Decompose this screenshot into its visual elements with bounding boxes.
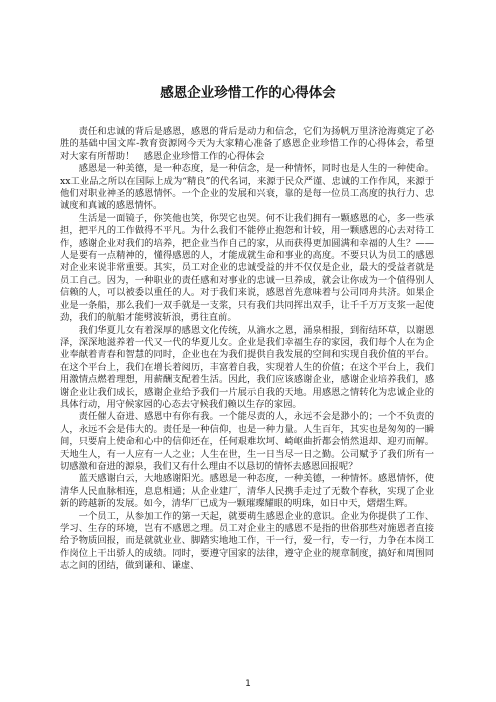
paragraph: 我们华夏儿女有着深厚的感恩文化传统，从滴水之恩，涌泉相报，到衔结环草，以谢恩泽，深深地滋养着一代又一代的华夏儿女。企业是我们幸福生存的家园，我们每个人在为企业奉献着青春和智慧的同时，企业也在为我们提供自我发展的空间和实现自我价值的平台。在这个平台上，我们在增长着阅历，丰富着自我，实现着人生的价值；在这个平台上，我们用激情点燃着理想，用薪酬支配着生活。因此，我们应该感谢企业，感谢企业培养我们，感谢企业让我们成长，感谢企业给予我们一片展示自我的天地。用感恩之情转化为忠诚企业的具体行动，用守候家园的心态去守候我们赖以生存的家园。 [60, 324, 434, 410]
document-body [60, 126, 434, 573]
document-title: 感恩企业珍惜工作的心得体会 [160, 85, 336, 101]
page-number: 1 [245, 679, 251, 689]
paragraph: 一个员工，从参加工作的第一天起，就要萌生感恩企业的意识。企业为你提供了工作、学习、生存的环境，岂有不感恩之理。员工对企业主的感恩不是指的世俗那些对施恩者直接给予物质回报，而是就就业业、脚踏实地地工作，干一行，爱一行，专一行，力争在本岗工作岗位上干出骄人的成绩。同时，要遵守国家的法律，遵守企业的规章制度，搞好和周围同志之间的团结，做到谦和、谦虚、 [60, 510, 434, 572]
paragraph: 责任催人奋进、感恩中有你有我。一个能尽责的人，永远不会是渺小的；一个不负责的人，永远不会是伟大的。责任是一种信仰，也是一种力量。人生百年，其实也是匆匆的一瞬间，只要肩上使命和心中的信仰还在，任何艰难坎坷、崎岖曲折都会悄然退却、迎刃而解。天地生人，有一人应有一人之业；人生在世，生一日当尽一日之勤。公司赋予了我们所有一切感激和奋进的源泉，我们又有什么理由不以恳切的情怀去感恩回报呢？ [60, 411, 434, 472]
paragraph: 蓝天感谢白云，大地感谢阳光。感恩是一种态度，一种美德，一种情怀。感恩情怀，使清华人民血脉相连，息息相通；从企业建厂，清华人民携手走过了无数个春秋，实现了企业新的跨越新的发展。如今，清华厂已成为一颗璀璨耀眼的明珠，如日中天，熠熠生辉。 [60, 473, 434, 510]
paragraph: 感恩是一种美德，是一种态度，是一种信念，是一种情怀，同时也是人生的一种使命。xx工业品之所以在国际上成为“精良”的代名词，来源于民众严谨、忠诚的工作作风，来源于他们对职业神圣的感恩情怀。一个企业的发展和兴衰，靠的是每一位员工高度的执行力、忠诚度和真诚的感恩情怀。 [60, 163, 434, 212]
paragraph: 生活是一面镜子，你笑他也笑，你哭它也哭。何不让我们拥有一颗感恩的心，多一些承担，把平凡的工作做得不平凡。为什么我们不能停止抱怨和计较，用一颗感恩的心去对待工作，感谢企业对我们的培养，把企业当作自己的家，从而获得更加圆满和幸福的人生？——人是要有一点精神的，懂得感恩的人，才能成就生命和事业的高度。不要只认为员工的感恩对企业来说非常重要。其实，员工对企业的忠诚受益的并不仅仅是企业，最大的受益者就是员工自己。因为，一种职业的责任感和对事业的忠诚一旦养成，就会让你成为一个值得别人信赖的人，可以被委以重任的人。对于我们来说，感恩首先意味着与公司同舟共济。如果企业是一条船，那么我们一双手就是一支浆，只有我们共同挥出双手，让千千万万支浆一起使劲，我们的航船才能劈波斩浪，勇往直前。 [60, 212, 434, 324]
paragraph: 责任和忠诚的背后是感恩，感恩的背后是动力和信念，它们为扬帆万里济沧海奠定了必胜的基础中国文库-教育资源网今天为大家精心准备了感恩企业珍惜工作的心得体会，希望对大家有所帮助！ 感恩企业珍惜工作的心得体会 [60, 126, 434, 162]
